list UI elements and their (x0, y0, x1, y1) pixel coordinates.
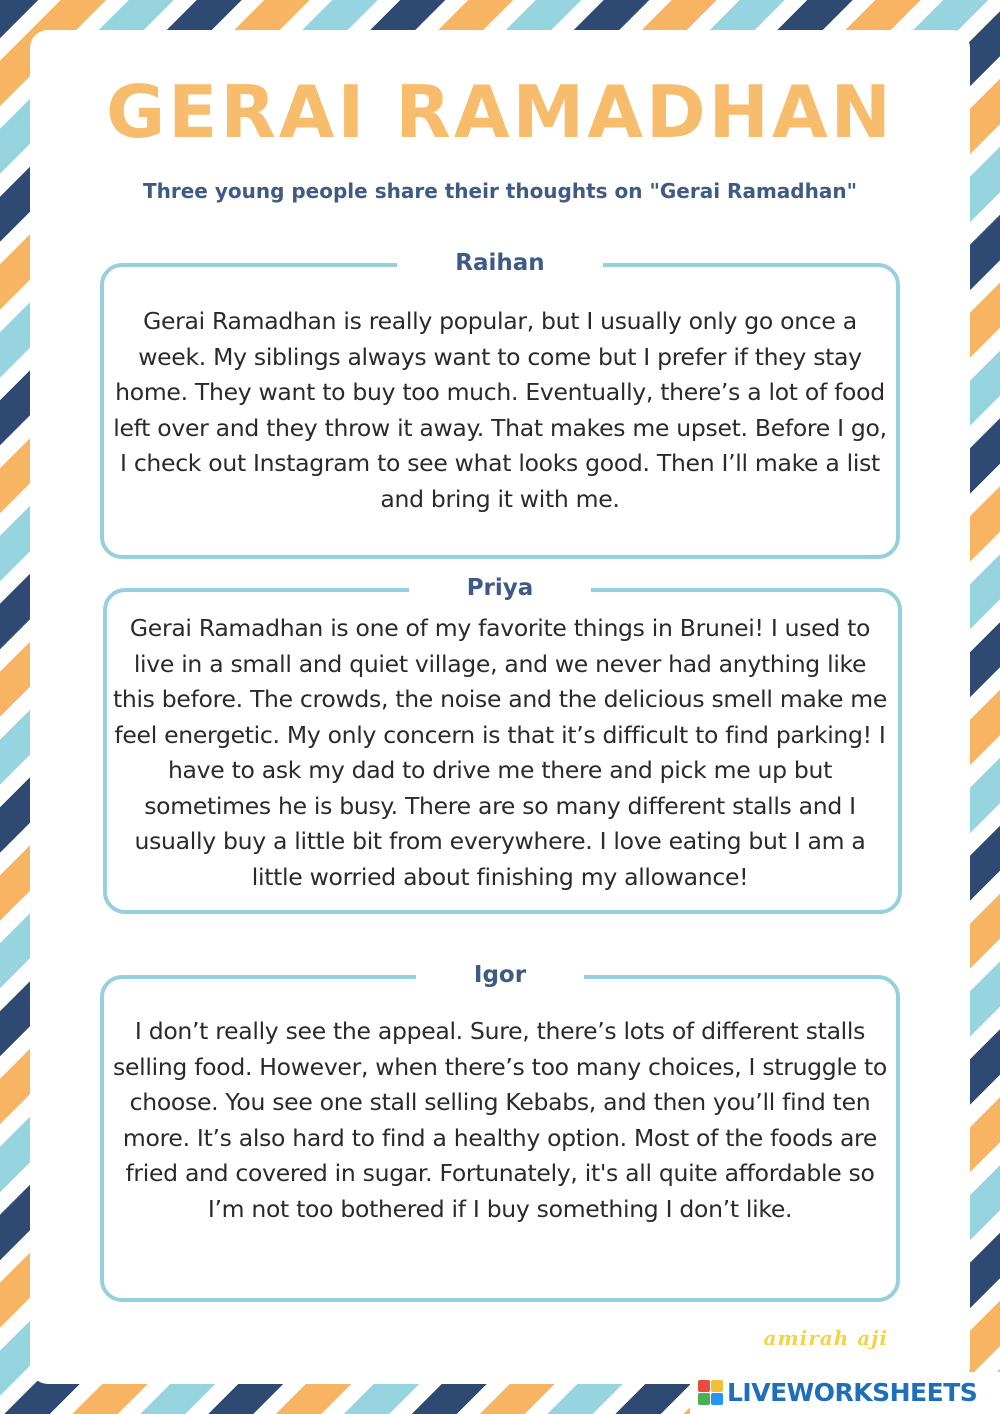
card-heading-priya (0, 572, 1000, 604)
card-name-label: Raihan (397, 247, 602, 279)
card-heading-raihan (0, 247, 1000, 279)
card-heading-igor (0, 959, 1000, 991)
card-name-label: Priya (409, 572, 592, 604)
card-text-igor: I don’t really see the appeal. Sure, there’s lots of different stalls selling food. However, when there’s too many choices, I struggle to choose. You see one stall selling Kebabs, and then you’ll find ten more. It’s also hard to find a healthy option. Most of the foods are fried and covered in sugar. Fortunately, it's all quite affordable so I’m not too bothered if I buy something I don’t like. (113, 1017, 887, 1223)
card-text-raihan: Gerai Ramadhan is really popular, but I usually only go once a week. My siblings always want to come but I prefer if they stay home. They want to buy too much. Eventually, there’s a lot of food left over and they throw it away. That makes me upset. Before I go, I check out Instagram to see what looks good. Then I’ll make a list and bring it with me. (113, 307, 887, 513)
brand-name: LIVEWORKSHEETS (727, 1378, 978, 1407)
liveworksheets-logo-icon (698, 1380, 723, 1405)
card-name-label: Igor (416, 959, 584, 991)
author-credit: amirah aji (763, 1326, 888, 1350)
page-subtitle: Three young people share their thoughts on "Gerai Ramadhan" (143, 179, 857, 203)
liveworksheets-logo[interactable] (698, 1378, 977, 1407)
page-title: GERAI RAMADHAN (106, 70, 894, 154)
card-text-priya: Gerai Ramadhan is one of my favorite things in Brunei! I used to live in a small and quiet village, and we never had anything like this before. The crowds, the noise and the delicious smell make me feel energetic. My only concern is that it’s difficult to find parking! I have to ask my dad to drive me there and pick me up but sometimes he is busy. There are so many different stalls and I usually buy a little bit from everywhere. I love eating but I am a little worried about finishing my allowance! (112, 614, 888, 891)
